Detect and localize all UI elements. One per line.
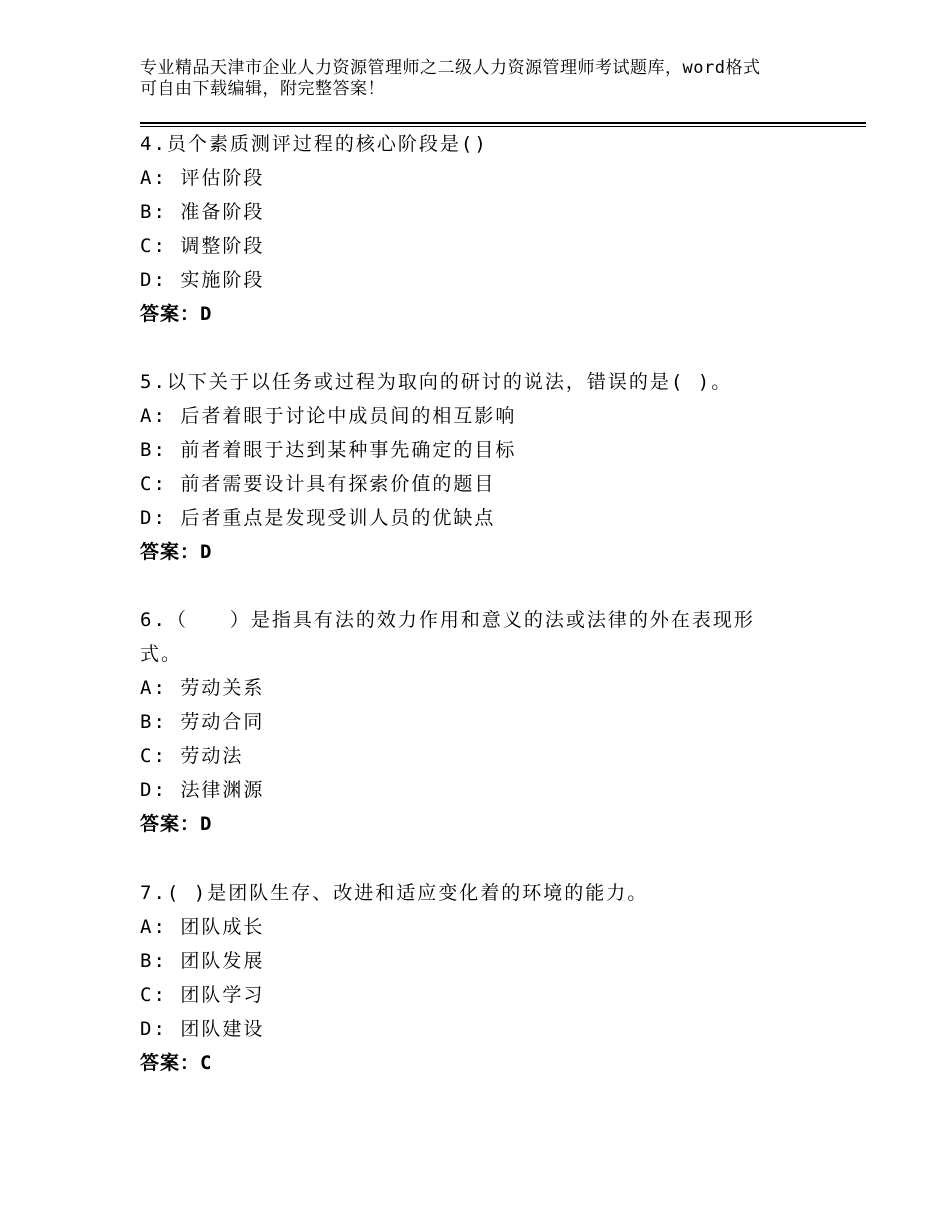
option-b: B: 前者着眼于达到某种事先确定的目标 bbox=[140, 439, 517, 461]
option-b: B: 劳动合同 bbox=[140, 711, 265, 733]
option-c: C: 团队学习 bbox=[140, 984, 265, 1006]
answer-value: D bbox=[200, 303, 213, 325]
answer-label: 答案： bbox=[140, 1052, 201, 1074]
option-a: A: 劳动关系 bbox=[140, 677, 265, 699]
option-c: C: 劳动法 bbox=[140, 745, 244, 767]
answer-label: 答案： bbox=[140, 303, 201, 325]
question-stem: 7.( )是团队生存、改进和适应变化着的环境的能力。 bbox=[140, 882, 649, 904]
question-5 bbox=[140, 365, 840, 569]
answer-line bbox=[140, 535, 840, 569]
option-d: D: 后者重点是发现受训人员的优缺点 bbox=[140, 507, 496, 529]
header-divider-thick bbox=[140, 122, 866, 124]
option-b: B: 准备阶段 bbox=[140, 201, 265, 223]
option-a: A: 评估阶段 bbox=[140, 167, 265, 189]
option-b: B: 团队发展 bbox=[140, 950, 265, 972]
option-d: D: 法律渊源 bbox=[140, 779, 265, 801]
option-c: C: 调整阶段 bbox=[140, 235, 265, 257]
option-d: D: 实施阶段 bbox=[140, 269, 265, 291]
option-a: A: 团队成长 bbox=[140, 916, 265, 938]
answer-line bbox=[140, 297, 840, 331]
question-stem: 6.（ ）是指具有法的效力作用和意义的法或法律的外在表现形式。 bbox=[140, 609, 755, 665]
question-stem: 4.员个素质测评过程的核心阶段是() bbox=[140, 133, 488, 155]
question-stem: 5.以下关于以任务或过程为取向的研讨的说法，错误的是( )。 bbox=[140, 371, 733, 393]
answer-value: C bbox=[200, 1052, 213, 1074]
answer-line bbox=[140, 807, 840, 841]
answer-value: D bbox=[200, 813, 213, 835]
question-6 bbox=[140, 603, 840, 841]
header-line-1: 专业精品天津市企业人力资源管理师之二级人力资源管理师考试题库，word格式 bbox=[140, 58, 761, 78]
answer-label: 答案： bbox=[140, 541, 201, 563]
answer-label: 答案： bbox=[140, 813, 201, 835]
answer-line bbox=[140, 1046, 840, 1080]
question-7 bbox=[140, 876, 840, 1080]
header-line-2: 可自由下载编辑，附完整答案！ bbox=[140, 79, 385, 99]
question-4 bbox=[140, 127, 840, 331]
document-header bbox=[140, 58, 860, 100]
option-c: C: 前者需要设计具有探索价值的题目 bbox=[140, 473, 496, 495]
option-d: D: 团队建设 bbox=[140, 1018, 265, 1040]
option-a: A: 后者着眼于讨论中成员间的相互影响 bbox=[140, 405, 517, 427]
answer-value: D bbox=[200, 541, 213, 563]
